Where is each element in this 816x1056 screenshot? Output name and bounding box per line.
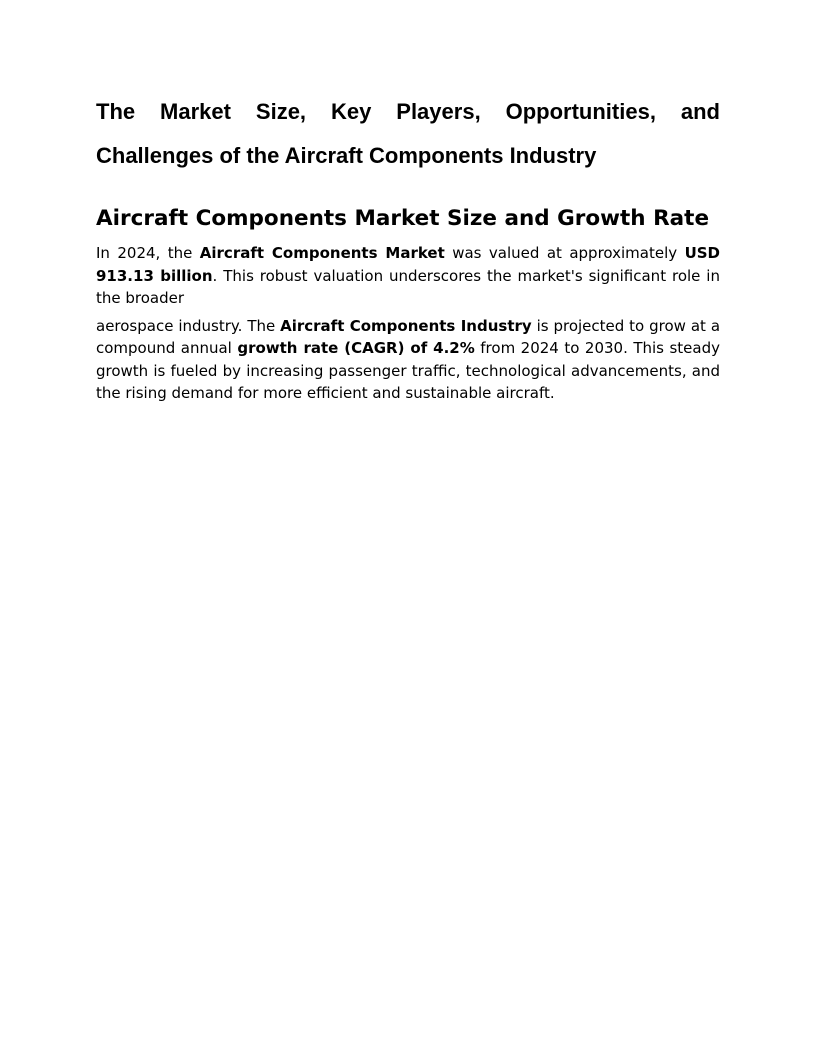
paragraph-market-valuation — [96, 242, 720, 310]
paragraph-text: . This robust valuation underscores the market's significant role in the broader — [96, 266, 720, 307]
bold-term-industry: Aircraft Components Industry — [280, 316, 532, 335]
paragraph-text: was valued at approximately — [444, 244, 685, 262]
paragraph-text: In 2024, the — [96, 244, 200, 262]
section-heading: Aircraft Components Market Size and Growth Rate — [96, 206, 710, 231]
paragraph-text: is projected to grow at a compound annual — [96, 316, 721, 357]
paragraph-text: from 2024 to 2030. This steady growth is fueled by increasing passenger traffic, technological advancements, and the rising demand for more efficient and sustainable aircraft. — [96, 339, 720, 402]
document-page — [96, 90, 720, 405]
bold-term-market: Aircraft Components Market — [199, 244, 445, 262]
bold-term-cagr: growth rate (CAGR) of 4.2% — [237, 339, 475, 357]
paragraph-text: aerospace industry. The — [96, 316, 281, 335]
paragraph-growth-rate — [96, 315, 720, 405]
bold-term-valuation: USD 913.13 billion — [96, 244, 720, 285]
document-title: The Market Size, Key Players, Opportunities, and Challenges of the Aircraft Components Industry — [96, 99, 720, 168]
